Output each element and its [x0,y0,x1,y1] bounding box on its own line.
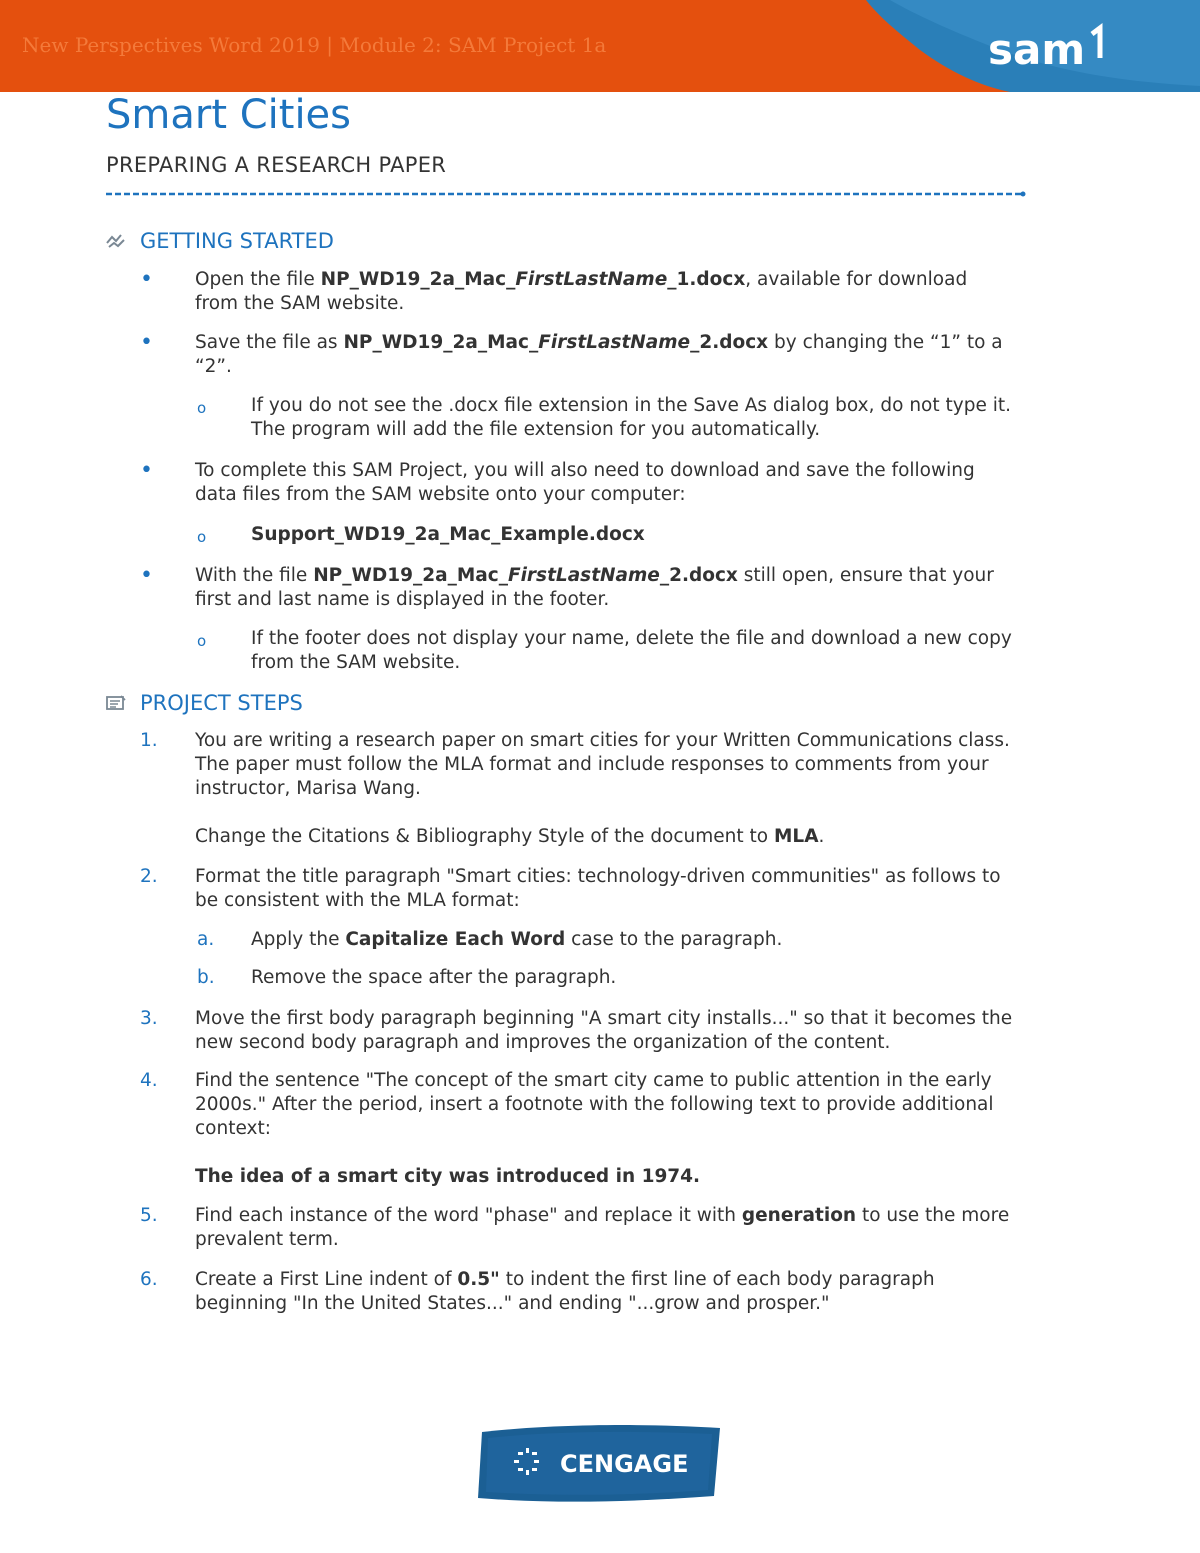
header-title: New Perspectives Word 2019 | Module 2: SAM Project 1a [22,33,607,57]
sub-bullet-icon: o [197,528,207,546]
step-number: 2. [140,866,158,887]
list-item: To complete this SAM Project, you will also need to download and save the following data files from the SAM website onto your computer: [195,460,975,505]
footnote-text: The idea of a smart city was introduced in 1974. [195,1166,701,1187]
cengage-logo [474,1418,726,1506]
header-band [0,0,1200,92]
project-steps-icon [104,693,128,713]
bullet-icon: • [140,563,153,588]
step-item: Change the Citations & Bibliography Style of the document to MLA. [195,826,825,847]
bullet-icon: • [140,267,153,292]
step-item: Format the title paragraph "Smart cities: technology-driven communities" as follows to be consistent with the MLA format: [195,866,1001,911]
project-steps-label: PROJECT STEPS [140,691,303,715]
sub-bullet-icon: o [197,399,207,417]
step-number: 6. [140,1269,158,1290]
bullet-icon: • [140,330,153,355]
getting-started-heading [104,229,334,253]
sam-logo-shape [860,0,1200,92]
getting-started-label: GETTING STARTED [140,229,334,253]
step-item: Move the first body paragraph beginning "A smart city installs..." so that it becomes the new second body paragraph and improves the organization of the content. [195,1008,1013,1053]
cengage-logo-text: CENGAGE [560,1450,689,1478]
list-item: Support_WD19_2a_Mac_Example.docx [251,524,645,545]
document-title: Smart Cities [106,92,351,138]
step-item: You are writing a research paper on smart cities for your Written Communications class. The paper must follow the MLA format and include responses to comments from your instructor, Marisa Wang. [195,730,1010,799]
list-item: With the file NP_WD19_2a_Mac_FirstLastName_2.docx still open, ensure that your first and last name is displayed in the footer. [195,565,994,610]
dashed-rule [106,185,1026,201]
sam-logo [860,0,1200,92]
substep-item: Remove the space after the paragraph. [251,967,617,988]
step-item: Create a First Line indent of 0.5" to indent the first line of each body paragraph beginning "In the United States..." and ending "...grow and prosper." [195,1269,935,1314]
step-number: 5. [140,1205,158,1226]
list-item: If the footer does not display your name, delete the file and download a new copy from the SAM website. [251,628,1012,673]
substep-letter: a. [197,929,215,950]
list-item: Save the file as NP_WD19_2a_Mac_FirstLastName_2.docx by changing the “1” to a “2”. [195,332,1003,377]
substep-item: Apply the Capitalize Each Word case to the paragraph. [251,929,783,950]
list-item: If you do not see the .docx file extension in the Save As dialog box, do not type it. The program will add the file extension for you automatically. [251,395,1011,440]
step-number: 3. [140,1008,158,1029]
step-item: Find the sentence "The concept of the smart city came to public attention in the early 2000s." After the period, insert a footnote with the following text to provide additional context: [195,1070,994,1139]
substep-letter: b. [197,967,215,988]
sam-logo-text: sam [988,25,1086,74]
step-number: 1. [140,730,158,751]
bullet-icon: • [140,458,153,483]
document-subtitle: PREPARING A RESEARCH PAPER [106,153,447,177]
step-number: 4. [140,1070,158,1091]
sub-bullet-icon: o [197,632,207,650]
list-item: Open the file NP_WD19_2a_Mac_FirstLastName_1.docx, available for download from the SAM website. [195,269,968,314]
getting-started-icon [104,231,128,251]
project-steps-heading [104,691,303,715]
step-item: Find each instance of the word "phase" and replace it with generation to use the more prevalent term. [195,1205,1010,1250]
